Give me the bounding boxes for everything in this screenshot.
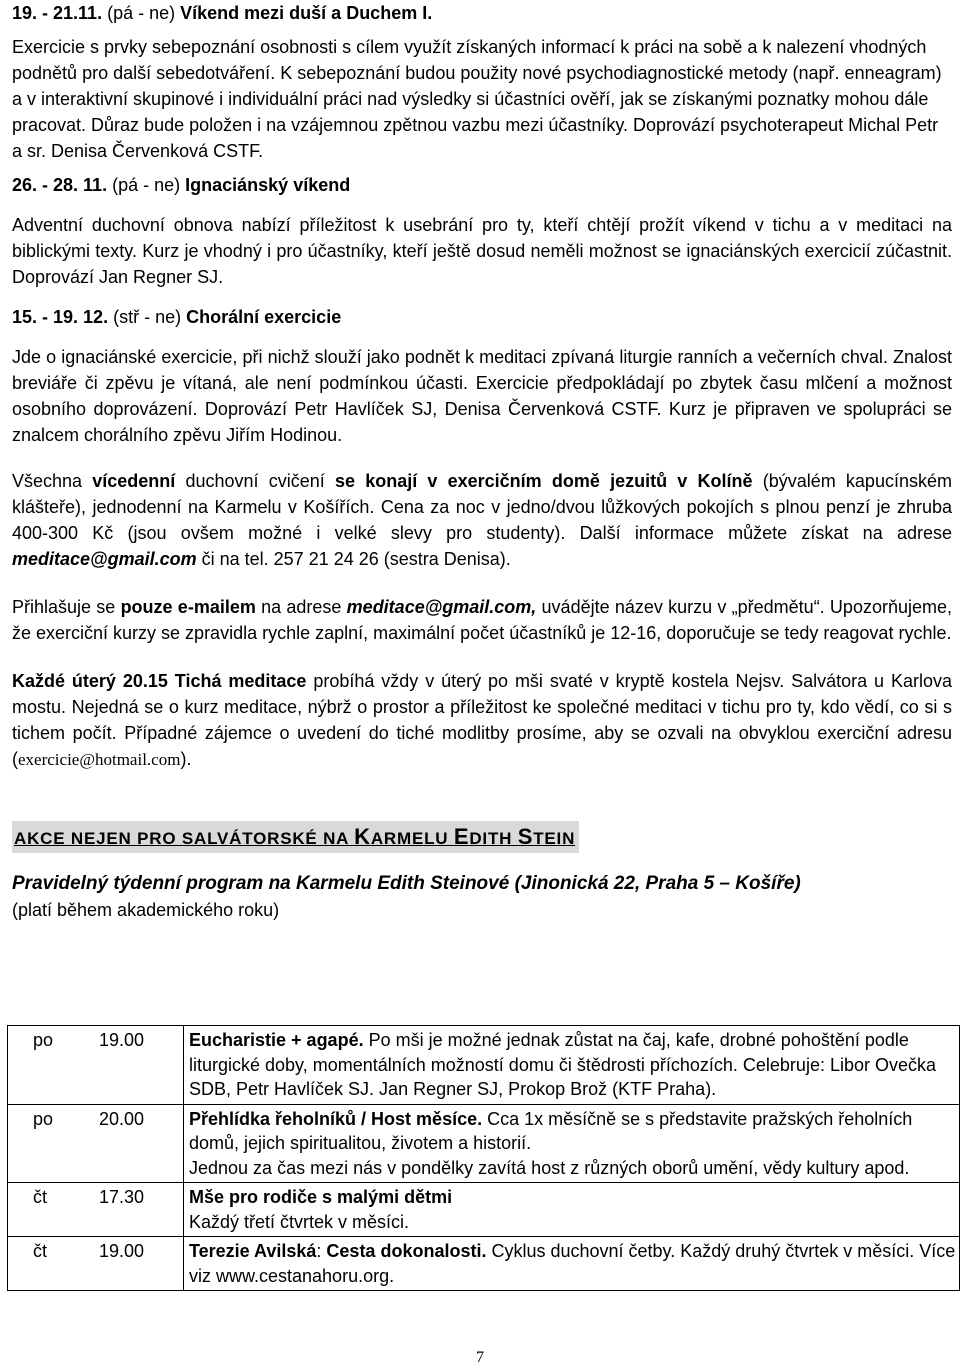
event-date: 19. - 21.11. [12,3,103,23]
event-title: Víkend mezi duší a Duchem I. [180,3,433,23]
event-days: (pá - ne) [112,175,181,195]
text-run: Každé úterý 20.15 Tichá meditace [12,671,307,691]
schedule-day: po [8,1104,88,1183]
event-days: (stř - ne) [113,307,182,327]
text-run: duchovní cvičení [175,471,335,491]
text-run: či na tel. 257 21 24 26 (sestra Denisa). [196,549,511,569]
table-row [8,1026,960,1105]
schedule-title: Přehlídka řeholníků / Host měsíce. [189,1108,483,1129]
text-run: se konají v exercičním domě jezuitů v Kolíně [334,471,753,491]
event-2-text: Adventní duchovní obnova nabízí příležitost k usebrání pro ty, kteří chtějí prožít víkend v tichu a v meditaci na biblickými texty. Kurz je vhodný i pro účastníky, kteří ještě dosud neměli možnost se ignaciánských exercicií zúčastnit. Doprovází Jan Regner SJ. [12,215,952,287]
section-heading [12,821,579,853]
program-title: Pravidelný týdenní program na Karmelu Edith Steinové (Jinonická 22, Praha 5 – Košíře) [12,873,801,894]
schedule-day: po [8,1026,88,1105]
schedule-time: 19.00 [87,1026,184,1105]
schedule-title: Cesta dokonalosti. [326,1241,487,1261]
document-page [12,0,952,923]
schedule-title: Mše pro rodiče s malými dětmi [189,1187,453,1207]
schedule-title: Terezie Avilská [189,1241,317,1261]
event-title: Ignaciánský víkend [185,175,351,195]
general-info-paragraph [12,468,952,572]
event-3-heading [12,304,952,330]
email-link[interactable]: meditace@gmail.com, [346,597,537,617]
schedule-text: Jednou za čas mezi nás v pondělky zavítá host z různých oborů umění, vědy kultury apod. [189,1157,910,1178]
schedule-description [184,1183,960,1237]
schedule-time: 17.30 [87,1183,184,1237]
program-note: (platí během akademického roku) [12,900,280,920]
text-run: ARMELU [370,829,454,848]
event-date: 26. - 28. 11. [12,175,108,195]
text-run: S [517,824,534,849]
schedule-text: Každý třetí čtvrtek v měsíci. [189,1211,410,1232]
schedule-day: čt [8,1183,88,1237]
text-run: K [354,824,371,849]
event-date: 15. - 19. 12. [12,307,109,327]
text-run: AKCE NEJEN PRO SALVÁTORSKÉ NA [14,829,355,848]
table-row [8,1183,960,1237]
schedule-time: 19.00 [87,1237,184,1291]
schedule-description [184,1237,960,1291]
event-1-heading [12,0,952,26]
schedule-text: Cyklus duchovní četby. Každý druhý čtvrtek v měsíci. Více viz www.cestanahoru.org. [189,1241,956,1286]
text-run: uvádějte název kurzu v „předmětu“. Upozorňujeme, že exerciční kurzy se zpravidla rychle zaplní, maximální počet účastníků je 12-16, doporučuje se tedy reagovat rychle. [12,597,952,643]
schedule-title: Eucharistie + agapé. [189,1030,364,1050]
text-run: Všechna [12,471,93,491]
text-run: probíhá vždy v úterý po mši svaté v kryptě kostela Nejsv. Salvátora u Karlova mostu. Nejedná se o kurz meditace, nýbrž o prostor a příležitost ke společné meditaci v tichu pro ty, kdo vědí, co si s tichem počít. Případné zájemce o uvedení do tiché modlitby prosíme, aby se ozvali na obvyklou exerciční adresu ( [12,671,952,769]
text-run: vícedenní [92,471,176,491]
email-link[interactable]: meditace@gmail.com [12,549,197,569]
page-number: 7 [476,1349,484,1366]
text-run: Přihlašuje se [12,597,121,617]
text-run: : [316,1241,327,1261]
event-1-text: Exercicie s prvky sebepoznání osobnosti s cílem využít získaných informací k práci na sobě a k nalezení vhodných podnětů pro další sebedotváření. K sebepoznání budou použity nové psychodiagnostické metody (např. enneagram) a v interaktivní skupinové i individuální práci nad výsledky si účastníci ověří, jak se získanými poznatky mohou dále pracovat. Důraz bude položen i na vzájemnou zpětnou vazbu mezi účastníky. Doprovází psychoterapeut Michal Petr a sr. Denisa Červenková CSTF. [12,37,942,161]
text-run: E [453,824,470,849]
schedule-description [184,1104,960,1183]
table-row [8,1104,960,1183]
schedule-time: 20.00 [87,1104,184,1183]
meditation-paragraph [12,668,952,773]
text-run: TEIN [533,829,576,848]
schedule-text: Cca 1x měsíčně se s představite pražských řeholních domů, jejich spiritualitou, životem a historií. [189,1108,913,1153]
schedule-day: čt [8,1237,88,1291]
event-3-text: Jde o ignaciánské exercicie, při nichž slouží jako podnět k meditaci zpívaná liturgie ranních a večerních chval. Znalost breviáře či zpěvu je vítaná, ale není podmínkou účasti. Exercicie předpokládají po zbytek času mlčení a možnost osobního doprovázení. Doprovází Petr Havlíček SJ, Denisa Červenková CSTF. Kurz je připraven ve spolupráci se znalcem chorálního zpěvu Jiřím Hodinou. [12,347,952,445]
schedule-description [184,1026,960,1105]
event-days: (pá - ne) [107,3,176,23]
email-link[interactable]: exercicie@hotmail.com [18,750,181,769]
table-row [8,1237,960,1291]
event-title: Chorální exercicie [186,307,342,327]
text-run: ). [180,749,192,769]
registration-paragraph [12,594,952,646]
text-run: DITH [469,829,518,848]
text-run: (bývalém kapucínském klášteře), jednodenní na Karmelu v Košířích. Cena za noc v jedno/dvou lůžkových pokojích s plnou penzí je zhruba 400-300 Kč (jsou ovšem možné i velké slevy pro studenty). Další informace můžete získat na adrese [12,471,952,543]
text-run: pouze e-mailem [120,597,256,617]
event-2-heading [12,172,952,198]
schedule-table [7,1025,960,1291]
text-run: na adrese [255,597,347,617]
schedule-text: Po mši je možné jednak zůstat na čaj, kafe, drobné pohoštění podle liturgické doby, momentálních možností domu či štědrosti příchozích. Celebruje: Libor Ovečka SDB, Petr Havlíček SJ. Jan Regner SJ, Prokop Brož (KTF Praha). [189,1030,936,1099]
